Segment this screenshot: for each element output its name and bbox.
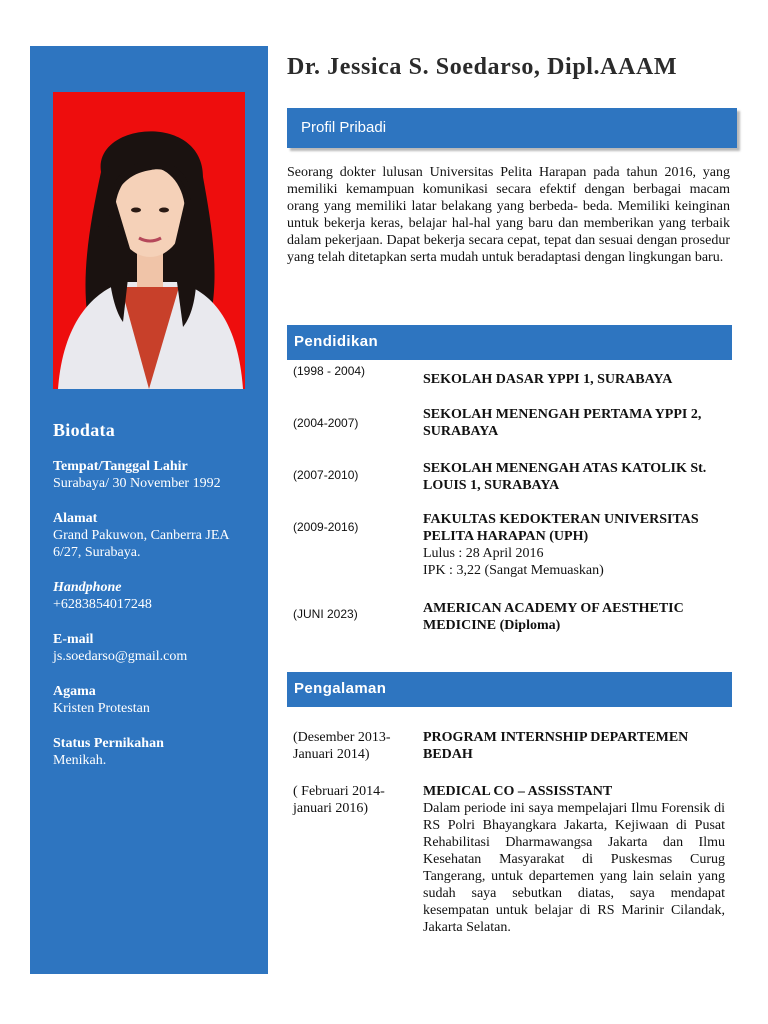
profil-heading: Profil Pribadi (301, 119, 387, 136)
bio-value: Surabaya/ 30 November 1992 (53, 476, 221, 491)
bio-item-religion (53, 683, 258, 717)
edu-date: (1998 - 2004) (293, 364, 366, 378)
profil-text: Seorang dokter lulusan Universitas Pelita Harapan pada tahun 2016, yang memiliki kemampuan komunikasi secara efektif dengan berbagai macam orang yang memiliki latar belakang yang berbeda- beda. Memiliki keinginan untuk bekerja keras, belajar hal-hal yang baru dan memberikan yang terbaik dalam pekerjaan. Dapat bekerja secara cepat, tepat dan sesuai dengan prosedur yang telah ditetapkan serta mudah untuk beradaptasi dengan lingkungan baru. (287, 165, 730, 265)
exp-title: PROGRAM INTERNSHIP DEPARTEMEN BEDAH (423, 730, 689, 762)
edu-title: SEKOLAH MENENGAH ATAS KATOLIK St. LOUIS 1, SURABAYA (423, 461, 707, 493)
bio-value: +6283854017248 (53, 597, 152, 612)
edu-title-uph (423, 511, 728, 579)
biodata-list (53, 458, 258, 787)
edu-date: (2009-2016) (293, 520, 359, 534)
bio-label: Status Pernikahan (53, 736, 164, 751)
profil-heading-bar (287, 108, 737, 148)
exp-date: (Desember 2013- Januari 2014) (293, 730, 391, 762)
biodata-title: Biodata (53, 420, 116, 440)
bio-item-birth (53, 458, 258, 492)
sidebar (30, 46, 268, 974)
bio-item-marital-status (53, 735, 258, 769)
bio-label: Alamat (53, 511, 98, 526)
edu-title: SEKOLAH DASAR YPPI 1, SURABAYA (423, 372, 673, 387)
bio-label: Tempat/Tanggal Lahir (53, 459, 188, 474)
pendidikan-heading: Pendidikan (294, 333, 379, 350)
edu-title-text: FAKULTAS KEDOKTERAN UNIVERSITAS PELITA HARAPAN (UPH) (423, 512, 699, 544)
edu-title: AMERICAN ACADEMY OF AESTHETIC MEDICINE (Diploma) (423, 601, 684, 633)
edu-title: SEKOLAH MENENGAH PERTAMA YPPI 2, SURABAYA (423, 407, 702, 439)
bio-value: Grand Pakuwon, Canberra JEA 6/27, Surabaya. (53, 528, 229, 560)
pengalaman-heading-bar (287, 672, 732, 707)
bio-label: E-mail (53, 632, 94, 647)
bio-item-phone (53, 579, 258, 613)
edu-detail-graduation: Lulus : 28 April 2016 (423, 546, 544, 561)
edu-date: (2007-2010) (293, 468, 359, 482)
pengalaman-heading: Pengalaman (294, 680, 387, 697)
bio-label: Agama (53, 684, 96, 699)
profile-photo-illustration (53, 92, 245, 389)
edu-detail-gpa: IPK : 3,22 (Sangat Memuaskan) (423, 563, 604, 578)
page-title: Dr. Jessica S. Soedarso, Dipl.AAAM (287, 54, 678, 80)
bio-item-address (53, 510, 258, 561)
bio-value: Menikah. (53, 753, 107, 768)
edu-date: (2004-2007) (293, 416, 359, 430)
pendidikan-heading-bar (287, 325, 732, 360)
exp-date: ( Februari 2014- januari 2016) (293, 784, 385, 816)
bio-value: Kristen Protestan (53, 701, 150, 716)
bio-value: js.soedarso@gmail.com (53, 649, 188, 664)
bio-item-email (53, 631, 258, 665)
exp-item-coass (423, 783, 725, 936)
exp-title: MEDICAL CO – ASSISSTANT (423, 784, 613, 799)
exp-description: Dalam periode ini saya mempelajari Ilmu Forensik di RS Polri Bhayangkara Jakarta, Kejiwaan di Pusat Rehabilitasi Dharmawangsa Jakarta dan Ilmu Kesehatan Masyarakat di Puskesmas Curug Tangerang, untuk departemen yang lain selain yang sudah saya sebutkan diatas, saya mendapat kesempatan untuk belajar di RS Marinir Cilandak, Jakarta Selatan. (423, 801, 725, 935)
exp-item-internship (423, 729, 725, 763)
profile-photo (53, 92, 245, 389)
edu-date: (JUNI 2023) (293, 607, 358, 621)
bio-label: Handphone (53, 580, 122, 595)
